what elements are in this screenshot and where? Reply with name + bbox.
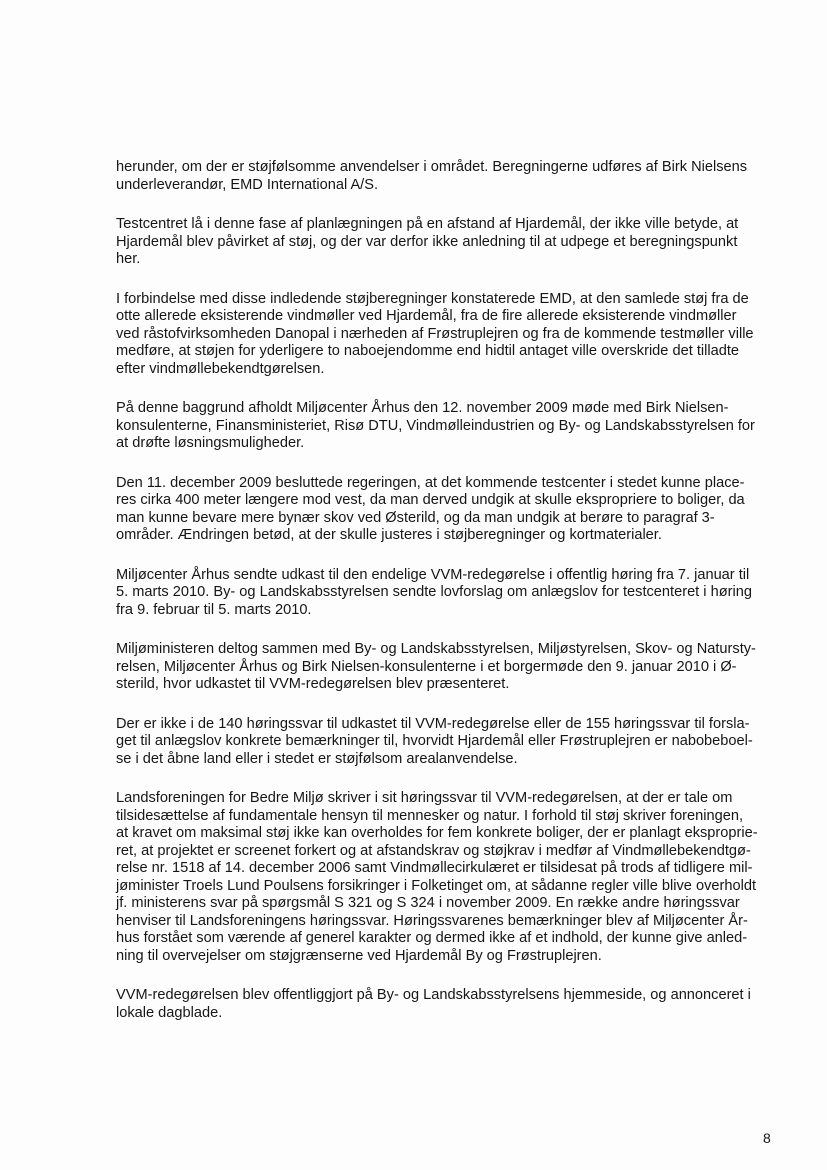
text-line: efter vindmøllebekendtgørelsen.	[116, 360, 325, 377]
text-line: konsulenterne, Finansministeriet, Risø DTU, Vindmølleindustrien og By- og Landskabsstyrelsen for	[116, 417, 755, 434]
text-line: lokale dagblade.	[116, 1004, 223, 1021]
text-line: Miljøcenter Århus sendte udkast til den endelige VVM-redegørelse i offentlig høring fra 7. januar til	[116, 566, 750, 583]
text-line: områder. Ændringen betød, at der skulle justeres i støjberegninger og kortmaterialer.	[116, 527, 662, 543]
text-line: man kunne bevare mere bynær skov ved Østerild, og da man undgik at berøre to paragraf 3-	[116, 509, 715, 526]
paragraph	[116, 475, 778, 545]
text-line: at drøfte løsningsmuligheder.	[116, 435, 305, 451]
text-line: ning til overvejelser om støjgrænserne ved Hjardemål By og Frøstruplejren.	[116, 947, 602, 964]
text-line: tilsidesættelse af fundamentale hensyn til mennesker og natur. I forhold til støj skriver foreningen,	[116, 807, 744, 824]
text-line: henviser til Landsforeningens høringssvar. Høringssvarenes bemærkninger blev af Miljøcenter År-	[116, 912, 748, 929]
text-line: Landsforeningen for Bedre Miljø skriver i sit høringssvar til VVM-redegørelsen, at der er tale om	[116, 790, 733, 806]
text-line: res cirka 400 meter længere mod vest, da man derved undgik at skulle ekspropriere to boliger, da	[116, 492, 745, 508]
paragraph	[116, 400, 778, 453]
text-line: Den 11. december 2009 besluttede regeringen, at det kommende testcenter i stedet kunne place-	[116, 474, 745, 491]
text-line: Miljøministeren deltog sammen med By- og Landskabsstyrelsen, Miljøstyrelsen, Skov- og Natursty-	[116, 641, 756, 657]
text-line: jøminister Troels Lund Poulsens forsikringer i Folketinget om, at sådanne regler ville blive overholdt	[116, 877, 756, 894]
paragraph	[116, 987, 778, 1022]
text-line: hus forstået som værende af generel karakter og dermed ikke af et indhold, der kunne give anled-	[116, 930, 748, 946]
paragraph	[116, 790, 778, 965]
paragraph	[116, 641, 778, 694]
text-line: medføre, at støjen for yderligere to naboejendomme end hidtil antaget ville overskride det tilladte	[116, 343, 739, 359]
paragraph	[116, 716, 778, 769]
text-line: I forbindelse med disse indledende støjberegninger konstaterede EMD, at den samlede støj fra de	[116, 290, 749, 307]
text-line: jf. ministerens svar på spørgsmål S 321 og S 324 i november 2009. En række andre høringssvar	[116, 895, 740, 911]
text-line: at kravet om maksimal støj ikke kan overholdes for fem konkrete boliger, der er planlagt eksproprie-	[116, 825, 758, 841]
text-line: ret, at projektet er screenet forkert og at afstandskrav og støjkrav i medfør af Vindmøllebekendtgø-	[116, 842, 751, 859]
paragraph	[116, 291, 778, 379]
text-line: sterild, hvor udkastet til VVM-redegørelsen blev præsenteret.	[116, 676, 510, 692]
paragraph	[116, 567, 778, 620]
text-line: underleverandør, EMD International A/S.	[116, 176, 379, 193]
text-line: 5. marts 2010. By- og Landskabsstyrelsen sendte lovforslag om anlægslov for testcenteret i høring	[116, 584, 752, 600]
text-line: Hjardemål blev påvirket af støj, og der var derfor ikke anledning til at udpege et beregningspunkt	[116, 233, 738, 250]
page-number: 8	[763, 1130, 771, 1146]
text-line: get til anlægslov konkrete bemærkninger til, hvorvidt Hjardemål eller Frøstruplejren er nabobeboel-	[116, 733, 753, 749]
text-line: ved råstofvirksomheden Danopal i nærheden af Frøstruplejren og fra de kommende testmøller ville	[116, 325, 754, 342]
text-line: herunder, om der er støjfølsomme anvendelser i området. Beregningerne udføres af Birk Nielsens	[116, 159, 748, 175]
text-line: På denne baggrund afholdt Miljøcenter Århus den 12. november 2009 møde med Birk Nielsen-	[116, 400, 729, 416]
text-line: Der er ikke i de 140 høringssvar til udkastet til VVM-redegørelse eller de 155 høringssvar til forsla-	[116, 715, 750, 732]
text-line: relse nr. 1518 af 14. december 2006 samt Vindmøllecirkulæret er tilsidesat på trods af tidligere mil-	[116, 860, 753, 876]
document-body	[116, 159, 778, 1044]
text-line: se i det åbne land eller i stedet er støjfølsom arealanvendelse.	[116, 750, 518, 767]
text-line: her.	[116, 251, 141, 267]
text-line: fra 9. februar til 5. marts 2010.	[116, 601, 312, 618]
paragraph	[116, 216, 778, 269]
paragraph	[116, 159, 778, 194]
text-line: otte allerede eksisterende vindmøller ved Hjardemål, fra de fire allerede eksisterende vindmøller	[116, 308, 737, 324]
text-line: Testcentret lå i denne fase af planlægningen på en afstand af Hjardemål, der ikke ville betyde, at	[116, 216, 739, 232]
text-line: relsen, Miljøcenter Århus og Birk Nielsen-konsulenterne i et borgermøde den 9. januar 2010 i Ø-	[116, 658, 737, 675]
text-line: VVM-redegørelsen blev offentliggjort på By- og Landskabsstyrelsens hjemmeside, og annonceret i	[116, 987, 751, 1003]
